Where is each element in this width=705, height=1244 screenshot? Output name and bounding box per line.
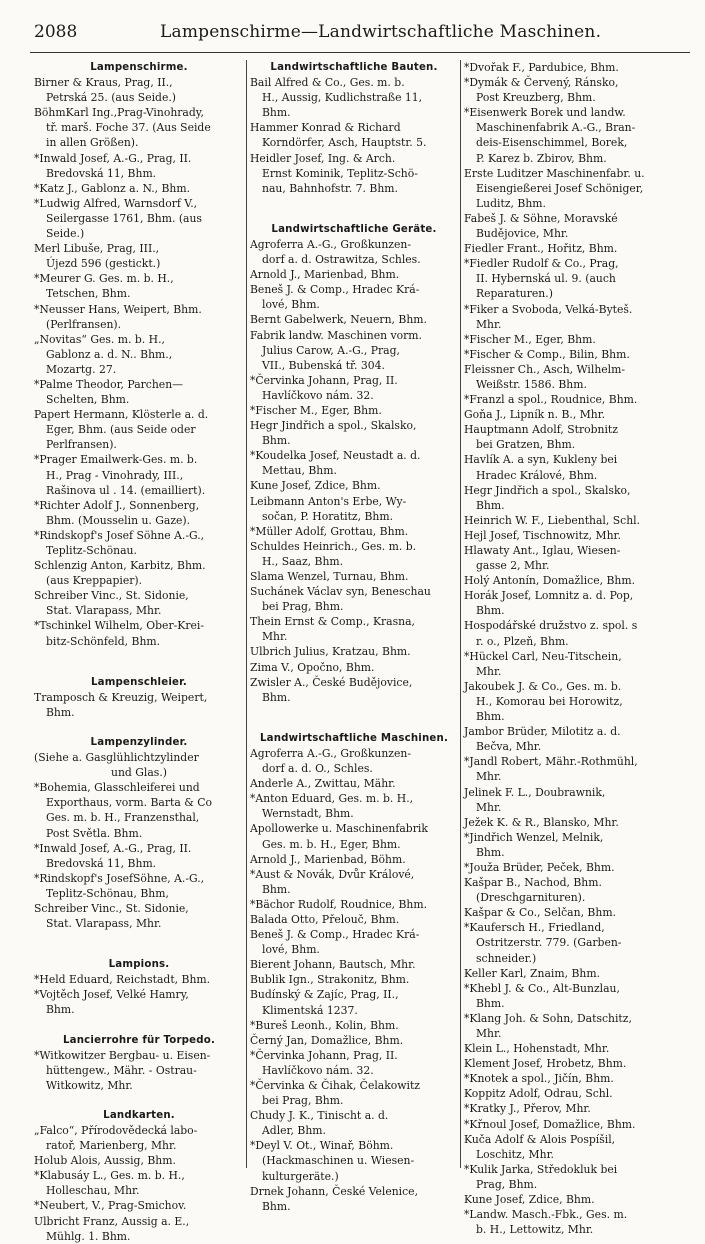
- directory-entry: Beneš J. & Comp., Hradec Krá-: [250, 283, 420, 297]
- entry-continuation: Eger, Bhm. (aus Seide oder: [46, 423, 196, 437]
- directory-entry: *Anton Eduard, Ges. m. b. H.,: [250, 792, 414, 806]
- entry-continuation: Perlfransen).: [46, 438, 117, 452]
- entry-continuation: Ges. m. b. H., Eger, Bhm.: [262, 837, 401, 851]
- directory-entry: Holub Alois, Aussig, Bhm.: [34, 1154, 176, 1168]
- directory-entry: *Koudelka Josef, Neustadt a. d.: [250, 449, 421, 463]
- entry-continuation: r. o., Plzeň, Bhm.: [476, 634, 569, 648]
- directory-entry: Fabrik landw. Maschinen vorm.: [250, 328, 422, 342]
- section-heading: Lampenschirme.: [90, 62, 188, 73]
- section-spacer: [250, 196, 458, 222]
- directory-entry: Arnold J., Marienbad, Bhm.: [250, 268, 400, 282]
- directory-entry: *Fiker a Svoboda, Velká-Byteš.: [464, 302, 633, 316]
- entry-note: und Glas.): [111, 766, 167, 780]
- entry-continuation: Stat. Vlarapass, Mhr.: [46, 604, 162, 618]
- directory-entry: Schlenzig Anton, Karbitz, Bhm.: [34, 559, 206, 573]
- entry-continuation: Mühlg. 1. Bhm.: [46, 1229, 131, 1243]
- entry-continuation: Mhr.: [262, 630, 288, 644]
- directory-entry: Slama Wenzel, Turnau, Bhm.: [250, 570, 409, 583]
- directory-entry: *Bureš Leonh., Kolin, Bhm.: [250, 1018, 399, 1032]
- entry-continuation: in allen Größen).: [46, 136, 139, 150]
- entry-continuation: lové, Bhm.: [262, 943, 320, 957]
- directory-entry: Papert Hermann, Klösterle a. d.: [34, 408, 209, 422]
- directory-entry: Beneš J. & Comp., Hradec Krá-: [250, 928, 420, 942]
- entry-continuation: Mhr.: [476, 664, 502, 678]
- page-number: 2088: [34, 22, 78, 42]
- entry-continuation: H., Aussig, Kudlichstraße 11,: [262, 91, 423, 105]
- directory-entry: *Červinka Johann, Prag, II.: [250, 1048, 398, 1062]
- directory-entry: *Neubert, V., Prag-Smichov.: [34, 1199, 187, 1213]
- directory-entry: Balada Otto, Přelouč, Bhm.: [250, 912, 400, 926]
- section-spacer: [34, 720, 244, 735]
- entry-continuation: ratoř, Marienberg, Mhr.: [46, 1139, 177, 1153]
- entry-continuation: Klimentská 1237.: [262, 1003, 358, 1017]
- entry-continuation: Bredovská 11, Bhm.: [46, 856, 157, 870]
- directory-entry: *Jandl Robert, Mähr.-Rothmühl,: [464, 755, 638, 769]
- entry-continuation: sočan, P. Horatitz, Bhm.: [262, 509, 394, 523]
- section-heading: Lampenschleier.: [90, 676, 188, 688]
- directory-entry: Tramposch & Kreuzig, Weipert,: [34, 690, 208, 704]
- directory-entry: Jambor Brüder, Milotitz a. d.: [464, 725, 621, 739]
- directory-entry: Hlawaty Ant., Iglau, Wiesen-: [464, 544, 621, 557]
- directory-entry: *Fischer M., Eger, Bhm.: [250, 403, 382, 417]
- directory-entry: Apollowerke u. Maschinenfabrik: [250, 822, 428, 836]
- directory-entry: *Neusser Hans, Weipert, Bhm.: [34, 302, 202, 316]
- column-left: [34, 60, 244, 1243]
- directory-entry: Budínský & Zajíc, Prag, II.,: [250, 988, 399, 1002]
- directory-entry: Thein Ernst & Comp., Krasna,: [250, 615, 415, 629]
- entry-continuation: Bhm.: [262, 434, 291, 448]
- entry-continuation: Korndörfer, Asch, Hauptstr. 5.: [262, 136, 427, 150]
- directory-entry: Horák Josef, Lomnitz a. d. Pop,: [464, 589, 634, 603]
- directory-entry: (Siehe a. Gasglühlichtzylinder: [34, 751, 199, 765]
- directory-entry: Klein L., Hohenstadt, Mhr.: [464, 1042, 610, 1056]
- directory-entry: *Katz J., Gablonz a. N., Bhm.: [34, 181, 191, 195]
- entry-continuation: Loschitz, Mhr.: [476, 1147, 554, 1161]
- directory-entry: *Fischer & Comp., Bilin, Bhm.: [464, 347, 630, 361]
- directory-entry: Schuldes Heinrich., Ges. m. b.: [250, 539, 417, 553]
- directory-entry: *Inwald Josef, A.-G., Prag, II.: [34, 151, 192, 165]
- entry-continuation: H., Komorau bei Horowitz,: [476, 694, 623, 708]
- entry-continuation: Mozartg. 27.: [46, 362, 117, 376]
- directory-entry: Schreiber Vinc., St. Sidonie,: [34, 589, 189, 603]
- section-spacer: [250, 705, 458, 731]
- directory-entry: Bail Alfred & Co., Ges. m. b.: [250, 76, 405, 90]
- entry-continuation: bei Gratzen, Bhm.: [476, 438, 576, 452]
- directory-entry: „Novitas“ Ges. m. b. H.,: [34, 332, 165, 346]
- directory-entry: Hegr Jindřich a spol., Skalsko,: [250, 419, 417, 433]
- entry-continuation: Luditz, Bhm.: [476, 196, 546, 210]
- entry-continuation: gasse 2, Mhr.: [476, 559, 550, 573]
- entry-continuation: Ges. m. b. H., Franzensthal,: [46, 811, 200, 825]
- directory-entry: Černý Jan, Domažlice, Bhm.: [250, 1033, 404, 1047]
- entry-continuation: Schelten, Bhm.: [46, 393, 130, 407]
- entry-continuation: Mhr.: [476, 1027, 502, 1040]
- entry-continuation: (Dreschgarnituren).: [476, 891, 586, 905]
- section-heading: Landwirtschaftliche Bauten.: [270, 62, 438, 73]
- directory-entry: Bernt Gabelwerk, Neuern, Bhm.: [250, 313, 427, 327]
- directory-entry: „Falco“, Přírodovědecká labo-: [34, 1124, 198, 1137]
- directory-entry: Kašpar B., Nachod, Bhm.: [464, 876, 602, 890]
- directory-entry: Havlík A. a syn, Kukleny bei: [464, 453, 618, 467]
- entry-continuation: Eisengießerei Josef Schöniger,: [476, 181, 644, 195]
- entry-continuation: Bredovská 11, Bhm.: [46, 166, 157, 180]
- section-spacer: [34, 1018, 244, 1033]
- header-rule: [30, 52, 690, 53]
- entry-continuation: Bhm.: [262, 106, 291, 120]
- directory-entry: Jakoubek J. & Co., Ges. m. b.: [464, 679, 622, 693]
- directory-entry: Hospodářské družstvo z. spol. s: [464, 619, 638, 633]
- section-heading: Landwirtschaftliche Geräte.: [271, 223, 437, 235]
- directory-entry: Zima V., Opočno, Bhm.: [250, 660, 375, 674]
- directory-entry: Agroferra A.-G., Großkunzen-: [250, 237, 411, 251]
- entry-continuation: H., Prag - Vinohrady, III.,: [46, 468, 184, 482]
- entry-continuation: Julius Carow, A.-G., Prag,: [262, 343, 400, 357]
- directory-entry: Zwisler A., České Budějovice,: [250, 675, 413, 689]
- directory-entry: *Křnoul Josef, Domažlice, Bhm.: [464, 1117, 636, 1131]
- directory-entry: *Deyl V. Ot., Winař, Böhm.: [250, 1139, 394, 1153]
- directory-entry: *Kratky J., Přerov, Mhr.: [464, 1102, 591, 1116]
- entry-continuation: Ostritzerstr. 779. (Garben-: [476, 936, 622, 950]
- entry-continuation: Havlíčkovo nám. 32.: [262, 388, 374, 402]
- directory-entry: Keller Karl, Znaim, Bhm.: [464, 966, 601, 980]
- directory-entry: *Richter Adolf J., Sonnenberg,: [34, 498, 200, 512]
- directory-entry: Leibmann Anton's Erbe, Wy-: [250, 494, 407, 508]
- entry-continuation: Bhm.: [46, 705, 75, 719]
- directory-entry: Heidler Josef, Ing. & Arch.: [250, 151, 396, 165]
- directory-entry: *Held Eduard, Reichstadt, Bhm.: [34, 973, 211, 987]
- directory-entry: *Červinka & Čihak, Čelakowitz: [250, 1079, 420, 1092]
- directory-entry: *Bächor Rudolf, Roudnice, Bhm.: [250, 897, 428, 911]
- directory-entry: Birner & Kraus, Prag, II.,: [34, 76, 173, 90]
- directory-entry: *Eisenwerk Borek und landw.: [464, 106, 626, 120]
- section-heading: Landwirtschaftliche Maschinen.: [259, 732, 449, 744]
- directory-entry: *Jindřich Wenzel, Melnik,: [464, 830, 604, 844]
- directory-entry: Ježek K. & R., Blansko, Mhr.: [464, 815, 619, 829]
- directory-entry: *Ludwig Alfred, Warnsdorf V.,: [34, 196, 198, 210]
- entry-continuation: schneider.): [476, 951, 537, 965]
- directory-entry: Kune Josef, Zdice, Bhm.: [250, 479, 381, 493]
- entry-continuation: Bhm.: [476, 710, 505, 724]
- directory-entry: Fleissner Ch., Asch, Wilhelm-: [464, 362, 626, 376]
- section-heading: Lampions.: [108, 959, 170, 971]
- entry-continuation: (Hackmaschinen u. Wiesen-: [262, 1154, 415, 1168]
- directory-entry: Jelinek F. L., Doubrawnik,: [464, 785, 606, 799]
- page-header: [30, 22, 690, 48]
- directory-entry: *Franzl a spol., Roudnice, Bhm.: [464, 393, 638, 407]
- entry-continuation: Exporthaus, vorm. Barta & Co: [46, 796, 213, 810]
- directory-entry: Anderle A., Zwittau, Mähr.: [250, 777, 396, 791]
- directory-entry: Bublik Ign., Strakonitz, Bhm.: [250, 973, 410, 987]
- directory-entry: Drnek Johann, České Velenice,: [250, 1184, 418, 1198]
- entry-continuation: Gablonz a. d. N.. Bhm.,: [46, 347, 173, 361]
- directory-entry: Kune Josef, Zdice, Bhm.: [464, 1193, 595, 1207]
- column-right: [464, 60, 678, 1237]
- directory-entry: *Landw. Masch.-Fbk., Ges. m.: [464, 1208, 628, 1222]
- directory-entry: *Kulik Jarka, Středokluk bei: [464, 1162, 618, 1176]
- entry-continuation: bitz-Schönfeld, Bhm.: [46, 634, 161, 648]
- entry-continuation: Seilergasse 1761, Bhm. (aus: [46, 211, 202, 225]
- entry-continuation: kulturgeräte.): [262, 1169, 339, 1183]
- directory-entry: Hegr Jindřich a spol., Skalsko,: [464, 483, 631, 497]
- entry-continuation: nau, Bahnhofstr. 7. Bhm.: [262, 181, 398, 195]
- directory-entry: Arnold J., Marienbad, Böhm.: [250, 852, 406, 866]
- directory-entry: Ulbricht Franz, Aussig a. E.,: [34, 1214, 190, 1228]
- directory-entry: *Dymák & Červený, Ránsko,: [464, 76, 619, 90]
- directory-entry: Chudy J. K., Tinischt a. d.: [250, 1109, 389, 1123]
- entry-continuation: tř. marš. Foche 37. (Aus Seide: [46, 121, 211, 135]
- entry-continuation: Mhr.: [476, 317, 502, 331]
- directory-entry: *Knotek a spol., Jičín, Bhm.: [464, 1072, 614, 1086]
- section-spacer: [34, 931, 244, 957]
- directory-entry: *Vojtěch Josef, Velké Hamry,: [34, 988, 189, 1002]
- directory-entry: *Kaufersch H., Friedland,: [464, 921, 605, 935]
- entry-continuation: Reparaturen.): [476, 287, 553, 301]
- entry-continuation: Mhr.: [476, 770, 502, 784]
- entry-continuation: Bhm.: [476, 604, 505, 618]
- directory-entry: Suchánek Václav syn, Beneschau: [250, 585, 431, 599]
- entry-continuation: Teplitz-Schönau, Bhm,: [46, 886, 169, 900]
- directory-entry: Agroferra A.-G., Großkunzen-: [250, 746, 411, 760]
- entry-continuation: Adler, Bhm.: [262, 1124, 326, 1138]
- entry-continuation: Prag, Bhm.: [476, 1177, 538, 1191]
- entry-continuation: dorf a. d. Ostrawitza, Schles.: [262, 253, 421, 267]
- entry-continuation: lové, Bhm.: [262, 298, 320, 312]
- section-spacer: [34, 649, 244, 675]
- entry-continuation: dorf a. d. O., Schles.: [262, 762, 373, 776]
- column-divider: [246, 60, 247, 1168]
- entry-continuation: hüttengew., Mähr. - Ostrau-: [46, 1063, 197, 1077]
- entry-continuation: Post Kreuzberg, Bhm.: [476, 91, 596, 105]
- entry-continuation: Havlíčkovo nám. 32.: [262, 1063, 374, 1077]
- directory-entry: *Klang Joh. & Sohn, Datschitz,: [464, 1011, 632, 1025]
- directory-entry: *Aust & Novák, Dvůr Králové,: [250, 867, 415, 881]
- running-title: Lampenschirme—Landwirtschaftliche Maschinen.: [160, 22, 602, 42]
- entry-continuation: b. H., Lettowitz, Mhr.: [476, 1223, 594, 1237]
- entry-continuation: Teplitz-Schönau.: [46, 544, 137, 557]
- directory-entry: *Inwald Josef, A.-G., Prag, II.: [34, 841, 192, 855]
- entry-continuation: II. Hybernská ul. 9. (auch: [476, 272, 616, 286]
- section-heading: Landkarten.: [103, 1109, 175, 1121]
- entry-continuation: (aus Kreppapier).: [46, 574, 143, 588]
- entry-continuation: P. Karez b. Zbirov, Bhm.: [476, 151, 607, 165]
- entry-continuation: Wernstadt, Bhm.: [262, 807, 354, 821]
- directory-entry: Hammer Konrad & Richard: [250, 121, 401, 135]
- directory-entry: Ulbrich Julius, Kratzau, Bhm.: [250, 645, 411, 659]
- entry-continuation: Bhm.: [262, 690, 291, 704]
- entry-continuation: (Perlfransen).: [46, 317, 122, 331]
- directory-entry: Hejl Josef, Tischnowitz, Mhr.: [464, 528, 621, 542]
- directory-entry: *Prager Emailwerk-Ges. m. b.: [34, 453, 198, 467]
- column-divider: [460, 60, 461, 1168]
- entry-continuation: Mhr.: [476, 800, 502, 814]
- entry-continuation: Maschinenfabrik A.-G., Bran-: [476, 121, 636, 135]
- entry-continuation: Tetschen, Bhm.: [46, 287, 131, 301]
- directory-entry: *Palme Theodor, Parchen—: [34, 377, 183, 391]
- directory-entry: *Jouža Brüder, Peček, Bhm.: [464, 860, 615, 874]
- directory-entry: *Rindskopf's JosefSöhne, A.-G.,: [34, 871, 205, 885]
- entry-continuation: Bhm.: [476, 996, 505, 1010]
- entry-continuation: Post Světla. Bhm.: [46, 826, 143, 840]
- directory-entry: Merl Libuše, Prag, III.,: [34, 242, 160, 256]
- directory-entry: Holý Antonín, Domažlice, Bhm.: [464, 574, 635, 588]
- directory-entry: Goňa J., Lipník n. B., Mhr.: [464, 408, 606, 422]
- entry-continuation: Bhm.: [46, 1003, 75, 1017]
- directory-entry: *Klabusáy L., Ges. m. b. H.,: [34, 1169, 185, 1183]
- entry-continuation: Újezd 596 (gestickt.): [46, 257, 161, 271]
- directory-entry: Erste Luditzer Maschinenfabr. u.: [464, 166, 645, 180]
- directory-entry: *Hückel Carl, Neu-Titschein,: [464, 649, 622, 663]
- directory-entry: *Meurer G. Ges. m. b. H.,: [34, 272, 174, 286]
- entry-continuation: Mettau, Bhm.: [262, 464, 337, 478]
- directory-entry: Bierent Johann, Bautsch, Mhr.: [250, 958, 416, 972]
- section-heading: Lancierrohre für Torpedo.: [62, 1034, 216, 1046]
- directory-entry: Klement Josef, Hrobetz, Bhm.: [464, 1057, 627, 1071]
- entry-continuation: Weißstr. 1586. Bhm.: [476, 377, 587, 391]
- directory-entry: *Witkowitzer Bergbau- u. Eisen-: [34, 1048, 211, 1062]
- entry-continuation: H., Saaz, Bhm.: [262, 554, 344, 568]
- section-heading: Lampenzylinder.: [90, 736, 188, 748]
- entry-continuation: bei Prag, Bhm.: [262, 600, 344, 614]
- entry-continuation: bei Prag, Bhm.: [262, 1094, 344, 1108]
- directory-entry: Hauptmann Adolf, Strobnitz: [464, 423, 618, 437]
- entry-continuation: Hradec Králové, Bhm.: [476, 468, 598, 482]
- entry-continuation: Bhm.: [476, 498, 505, 512]
- directory-entry: *Bohemia, Glasschleiferei und: [34, 781, 200, 795]
- directory-entry: Fiedler Frant., Hořitz, Bhm.: [464, 242, 618, 256]
- directory-entry: *Rindskopf's Josef Söhne A.-G.,: [34, 528, 205, 542]
- directory-entry: Kuča Adolf & Alois Pospíšil,: [464, 1132, 616, 1146]
- directory-entry: Koppitz Adolf, Odrau, Schl.: [464, 1087, 613, 1101]
- directory-entry: *Červinka Johann, Prag, II.: [250, 373, 398, 387]
- directory-entry: Fabeš J. & Söhne, Moravské: [464, 211, 618, 225]
- directory-entry: *Tschinkel Wilhelm, Ober-Krei-: [34, 619, 204, 633]
- entry-continuation: Bhm.: [262, 882, 291, 896]
- directory-entry: *Khebl J. & Co., Alt-Bunzlau,: [464, 981, 620, 995]
- directory-entry: *Dvořak F., Pardubice, Bhm.: [464, 61, 619, 74]
- directory-entry: BöhmKarl Ing.,Prag-Vinohrady,: [34, 106, 204, 120]
- entry-continuation: Ernst Kominik, Teplitz-Schö-: [262, 166, 418, 180]
- entry-continuation: VII., Bubenská tř. 304.: [262, 358, 385, 372]
- entry-continuation: Budějovice, Mhr.: [476, 227, 569, 241]
- entry-continuation: Bhm.: [262, 1199, 291, 1213]
- directory-entry: Schreiber Vinc., St. Sidonie,: [34, 901, 189, 915]
- entry-continuation: Bhm. (Mousselin u. Gaze).: [46, 513, 191, 527]
- entry-continuation: deis-Eisenschimmel, Borek,: [476, 136, 628, 150]
- entry-continuation: Witkowitz, Mhr.: [46, 1078, 133, 1092]
- column-middle: [250, 60, 458, 1213]
- entry-continuation: Holleschau, Mhr.: [46, 1184, 140, 1198]
- directory-entry: *Fiedler Rudolf & Co., Prag,: [464, 257, 619, 271]
- directory-entry: Kašpar & Co., Selčan, Bhm.: [464, 906, 616, 920]
- entry-continuation: Seide.): [46, 227, 85, 241]
- entry-continuation: Bhm.: [476, 845, 505, 859]
- entry-continuation: Stat. Vlarapass, Mhr.: [46, 917, 162, 931]
- section-spacer: [34, 1093, 244, 1108]
- entry-continuation: Bečva, Mhr.: [476, 740, 542, 754]
- entry-continuation: Rašinova ul . 14. (emailliert).: [46, 483, 206, 497]
- directory-entry: *Fischer M., Eger, Bhm.: [464, 332, 596, 346]
- directory-entry: Heinrich W. F., Liebenthal, Schl.: [464, 513, 641, 527]
- directory-entry: *Müller Adolf, Grottau, Bhm.: [250, 524, 409, 538]
- entry-continuation: Petrská 25. (aus Seide.): [46, 91, 176, 105]
